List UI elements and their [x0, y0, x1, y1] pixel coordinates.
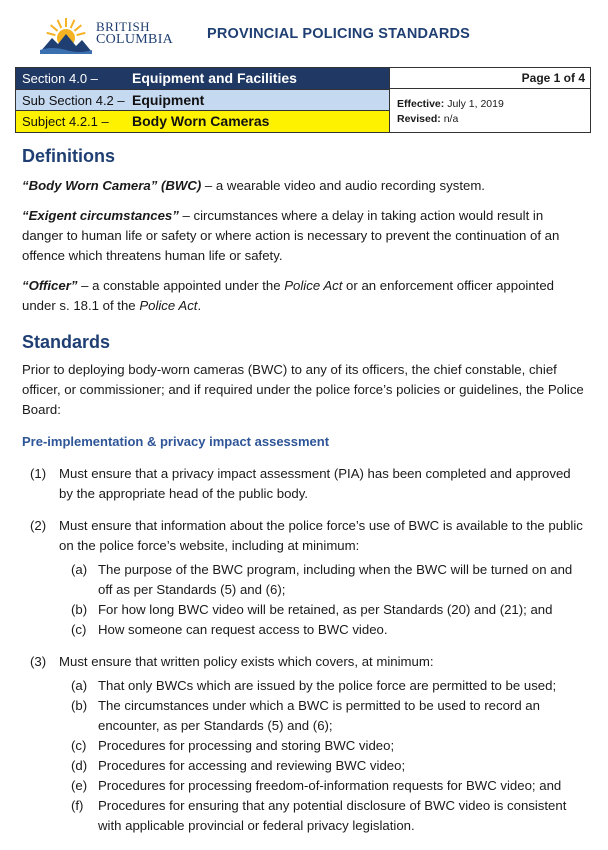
- act-reference: Police Act: [139, 298, 198, 313]
- sub-item-letter: (c): [71, 622, 87, 637]
- subject-value: Body Worn Cameras: [132, 113, 270, 129]
- sub-list-item: [59, 736, 584, 756]
- effective-date: [397, 98, 504, 110]
- act-reference: Police Act: [284, 278, 343, 293]
- sub-item-letter: (f): [71, 798, 84, 813]
- page-number: Page 1 of 4: [521, 71, 585, 85]
- sub-item-text: Procedures for ensuring that any potential disclosure of BWC video is consistent with applicable provincial or federal privacy legislation.: [98, 798, 567, 833]
- section-row: [16, 68, 389, 89]
- item-text: Must ensure that information about the police force’s use of BWC is available to the public on the police force’s website, including at minimum:: [59, 518, 583, 553]
- section-info-table: [15, 67, 591, 133]
- subject-row: [16, 110, 389, 132]
- sub-item-letter: (a): [71, 562, 88, 577]
- definition-term: “Officer”: [22, 278, 78, 293]
- sub-list-item: [59, 756, 584, 776]
- standards-intro: Prior to deploying body-worn cameras (BWC) to any of its officers, the chief constable, chief officer, or commissioner; and if required under the police force’s policies or guidelines, the Police Board:: [22, 362, 584, 417]
- item-text: Must ensure that written policy exists which covers, at minimum:: [59, 654, 434, 669]
- subject-label: Subject 4.2.1 –: [22, 114, 109, 129]
- sub-item-text: That only BWCs which are issued by the police force are permitted to be used;: [98, 678, 557, 693]
- pia-subheading: Pre-implementation & privacy impact assessment: [22, 434, 330, 449]
- sub-item-text: Procedures for accessing and reviewing BWC video;: [98, 758, 406, 773]
- sub-list-item: [59, 600, 584, 620]
- definition-exigent: [22, 206, 584, 266]
- subsection-label: Sub Section 4.2 –: [22, 93, 125, 108]
- meta-column: [389, 68, 591, 132]
- subsection-row: [16, 89, 389, 110]
- effective-value: July 1, 2019: [447, 98, 504, 110]
- definition-officer: [22, 276, 584, 316]
- list-item: [22, 652, 584, 836]
- logo-line-2: COLUMBIA: [96, 32, 174, 47]
- definitions-heading: Definitions: [22, 146, 115, 166]
- sub-list-item: [59, 676, 584, 696]
- sub-item-letter: (d): [71, 758, 88, 773]
- definition-text: – circumstances where a delay in taking action would result in danger to human life or safety or where action is necessary to prevent the continuation of an offence which threatens human life or safety.: [22, 208, 560, 263]
- sub-item-letter: (b): [71, 698, 88, 713]
- definition-term: “Exigent circumstances”: [22, 208, 179, 223]
- revised-date: [397, 113, 458, 125]
- section-label: Section 4.0 –: [22, 71, 98, 86]
- logo-line-1: BRITISH: [96, 19, 151, 34]
- sub-item-letter: (e): [71, 778, 88, 793]
- sub-list-item: [59, 796, 584, 836]
- definition-bwc: [22, 176, 584, 196]
- standards-list: [22, 464, 584, 836]
- revised-label: Revised:: [397, 113, 441, 125]
- document-body: [22, 144, 584, 836]
- definition-text: or an enforcement officer appointed under s. 18.1 of the: [22, 278, 555, 313]
- sub-list: [59, 676, 584, 836]
- item-number: (2): [30, 518, 47, 533]
- page-cell: [390, 68, 591, 89]
- item-text: Must ensure that a privacy impact assessment (PIA) has been completed and approved by the appropriate head of the public body.: [59, 466, 571, 501]
- sub-item-text: The circumstances under which a BWC is permitted to be used to record an encounter, as per Standards (5) and (6);: [98, 698, 540, 733]
- sub-list: [59, 560, 584, 640]
- revised-value: n/a: [443, 113, 459, 125]
- subsection-value: Equipment: [132, 92, 205, 108]
- definition-text: – a constable appointed under the: [77, 278, 285, 293]
- list-item: [22, 516, 584, 640]
- sub-list-item: [59, 696, 584, 736]
- item-number: (3): [30, 654, 47, 669]
- sub-item-text: For how long BWC video will be retained, as per Standards (20) and (21); and: [98, 602, 553, 617]
- definition-term: “Body Worn Camera” (BWC): [22, 178, 202, 193]
- standards-heading: Standards: [22, 332, 111, 352]
- sub-item-text: Procedures for processing freedom-of-information requests for BWC video; and: [98, 778, 562, 793]
- sub-item-text: Procedures for processing and storing BWC video;: [98, 738, 395, 753]
- item-number: (1): [30, 466, 47, 481]
- sunrise-mountain-icon: [38, 12, 94, 56]
- definition-text: .: [197, 298, 202, 313]
- section-value: Equipment and Facilities: [132, 70, 297, 86]
- sub-item-text: The purpose of the BWC program, including when the BWC will be turned on and off as per Standards (5) and (6);: [98, 562, 573, 597]
- effective-label: Effective:: [397, 98, 445, 110]
- sub-list-item: [59, 776, 584, 796]
- definition-text: – a wearable video and audio recording system.: [201, 178, 485, 193]
- sub-list-item: [59, 560, 584, 600]
- list-item: [22, 464, 584, 504]
- sub-item-letter: (c): [71, 738, 87, 753]
- document-title: PROVINCIAL POLICING STANDARDS: [207, 26, 471, 42]
- sub-item-letter: (a): [71, 678, 88, 693]
- sub-item-letter: (b): [71, 602, 88, 617]
- sub-item-text: How someone can request access to BWC video.: [98, 622, 388, 637]
- page-header: [0, 0, 608, 66]
- sub-list-item: [59, 620, 584, 640]
- bc-logo: [38, 12, 178, 58]
